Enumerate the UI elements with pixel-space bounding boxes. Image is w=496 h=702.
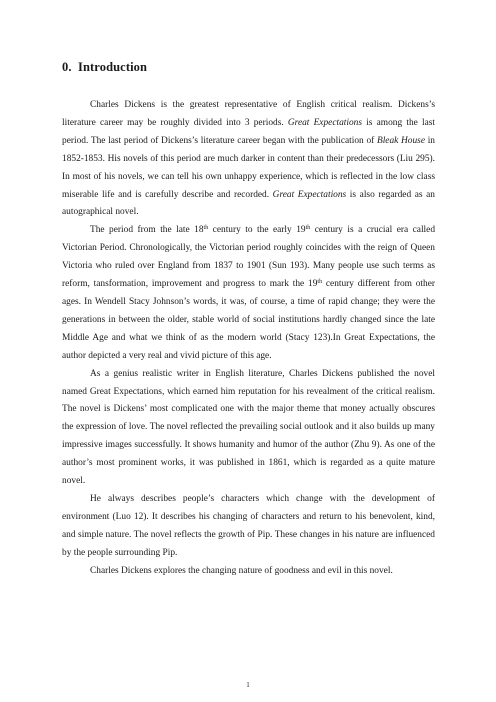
page-number: 1 — [246, 681, 250, 689]
section-title: Introduction — [78, 60, 148, 74]
superscript: th — [317, 279, 323, 286]
text-run: century different from other ages. In Wendell Stacy Johnson’s words, it was, of course, a time of rapid change; they were the generations in between the older, stable world of social institutions hardly changed since the late Middle Age and what we think of as the modern world (Stacy 123).In Great Expectations, the author depicted a very real and vivid picture of this age. — [62, 279, 436, 361]
text-run: century is a crucial era called Victorian Period. Chronologically, the Victorian period roughly coincides with the reign of Queen Victoria who ruled over England from 1837 to 1901 (Sun 193). Many people use such terms as reform, tansformation, improvement and progress to mark the 19 — [62, 225, 436, 290]
superscript: th — [305, 225, 311, 232]
section-number: 0. — [62, 60, 72, 74]
paragraph-1 — [62, 97, 435, 222]
paragraph-5: Charles Dickens explores the changing nature of goodness and evil in this novel. — [90, 565, 393, 576]
paragraph-3: As a genius realistic writer in English literature, Charles Dickens published the novel named Great Expectations, which earned him reputation for his revealment of the critical realism. The novel is Dickens’ most complicated one with the major theme that money actually obscures the expression of love. The novel reflected the prevailing social outlook and it also builds up many impressive images successfully. It shows humanity and humor of the author (Zhu 9). As one of the author’s most prominent works, it was published in 1861, which is regarded as a quite mature novel. — [62, 368, 435, 487]
paragraph-2 — [62, 222, 435, 365]
text-run: is also regarded as an autographical novel. — [62, 189, 435, 218]
text-run: Charles Dickens is the greatest representative of English critical realism. Dickens’s literature career may be roughly divided into 3 periods. — [62, 100, 435, 128]
text-run: The period from the late 18 — [90, 225, 204, 236]
text-run: in 1852-1853. His novels of this period are much darker in content than their predecessors (Liu 295). In most of his novels, we can tell his own unhappy experience, which is reflected in the low class miserable life and is carefully describe and recorded. — [62, 135, 435, 200]
book-title: Bleak House — [376, 135, 425, 146]
text-run: century to the early 19 — [208, 225, 306, 236]
text-run: is among the last period. The last period of Dickens’s literature career began with the publication of — [62, 117, 435, 146]
superscript: th — [203, 225, 209, 232]
paragraph-4: He always describes people’s characters which change with the development of environment (Luo 12). It describes his changing of characters and return to his benevolent, kind, and simple nature. The novel reflects the growth of Pip. These changes in his nature are influenced by the people surrounding Pip. — [62, 493, 435, 558]
body-text — [62, 97, 435, 580]
book-title: Great Expectations — [287, 117, 363, 128]
section-heading — [62, 60, 147, 75]
book-title: Great Expectations — [272, 189, 347, 200]
